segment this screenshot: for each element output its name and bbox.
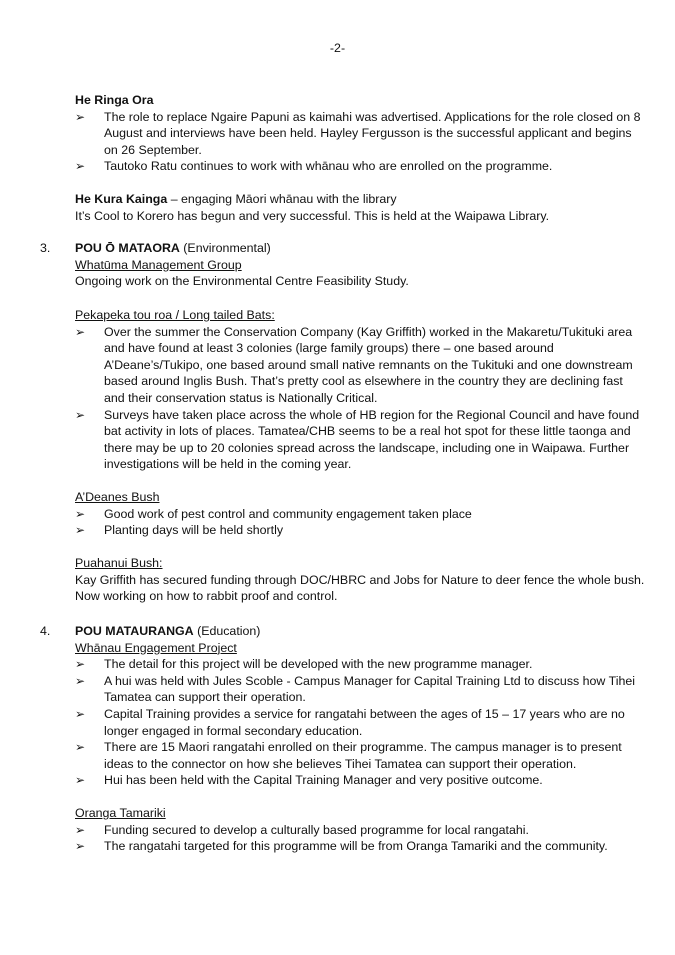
page-number: -2- <box>329 41 346 55</box>
he-kura-kainga-heading-line: He Kura Kainga – engaging Māori whānau with the library <box>75 192 397 206</box>
puahanui-text: Kay Griffith has secured funding through DOC/HBRC and Jobs for Nature to deer fence the whole bush. Now working on how to rabbit proof and control. <box>75 572 645 604</box>
oranga-heading: Oranga Tamariki <box>75 806 166 820</box>
adeanes-list <box>75 506 645 539</box>
puahanui-heading: Puahanui Bush: <box>75 556 163 570</box>
section-4-title-line: POU MATAURANGA (Education) <box>75 624 261 638</box>
bats-heading: Pekapeka tou roa / Long tailed Bats: <box>75 308 275 322</box>
section-3 <box>75 240 645 290</box>
arrow-bullet-icon: ➢ <box>75 159 86 174</box>
list-item: ➢ There are 15 Maori rangatahi enrolled on their programme. The campus manager is to present ideas to the connector on how she believes Tihei Tamatea can support their operation. <box>75 740 622 771</box>
section-3-title-line: POU Ō MATAORA (Environmental) <box>75 241 271 255</box>
arrow-bullet-icon: ➢ <box>75 109 86 124</box>
arrow-bullet-icon: ➢ <box>75 839 86 854</box>
list-item: ➢ Planting days will be held shortly <box>75 523 284 538</box>
he-ringa-ora-list <box>75 109 645 175</box>
list-item: ➢ The rangatahi targeted for this programme will be from Oranga Tamariki and the community. <box>75 839 608 854</box>
list-item: ➢ A hui was held with Jules Scoble - Campus Manager for Capital Training Ltd to discuss how Tihei Tamatea can support their operation. <box>75 673 635 705</box>
bats-section <box>75 307 645 473</box>
list-item: ➢ Funding secured to develop a culturally based programme for local rangatahi. <box>75 822 529 837</box>
arrow-bullet-icon: ➢ <box>75 773 86 788</box>
puahanui-section <box>75 555 645 605</box>
arrow-bullet-icon: ➢ <box>75 673 86 688</box>
list-item: ➢ The role to replace Ngaire Papuni as kaimahi was advertised. Applications for the role closed on 8 August and interviews have been held. Hayley Fergusson is the successful applicant and begins on 26 September. <box>75 109 641 157</box>
arrow-bullet-icon: ➢ <box>75 740 86 755</box>
list-item: ➢ The detail for this project will be developed with the new programme manager. <box>75 657 533 672</box>
arrow-bullet-icon: ➢ <box>75 706 86 721</box>
section-4-number: 4. <box>40 624 51 638</box>
oranga-list <box>75 822 645 855</box>
he-kura-kainga-text: It’s Cool to Korero has begun and very successful. This is held at the Waipawa Library. <box>75 208 550 223</box>
adeanes-section <box>75 489 645 539</box>
section-3-number: 3. <box>40 241 51 255</box>
list-item: ➢ Surveys have taken place across the whole of HB region for the Regional Council and have found bat activity in lots of places. Tamatea/CHB seems to be a real hot spot for these little taonga and there may be up to 20 colonies spread across the landscape, including one in Waipawa. Further investigations will be held in the coming year. <box>75 407 640 472</box>
he-ringa-ora-section <box>75 92 645 175</box>
list-item: ➢ Hui has been held with the Capital Training Manager and very positive outcome. <box>75 773 543 788</box>
section-4 <box>75 623 645 789</box>
list-item: ➢ Good work of pest control and community engagement taken place <box>75 506 472 521</box>
bats-list <box>75 324 645 473</box>
whatuma-heading: Whatūma Management Group <box>75 257 242 272</box>
arrow-bullet-icon: ➢ <box>75 657 86 672</box>
whanau-list <box>75 656 645 789</box>
adeanes-heading: A’Deanes Bush <box>75 490 160 504</box>
he-kura-kainga-section <box>75 191 645 224</box>
he-ringa-ora-heading: He Ringa Ora <box>75 93 154 107</box>
arrow-bullet-icon: ➢ <box>75 324 86 339</box>
arrow-bullet-icon: ➢ <box>75 407 86 422</box>
arrow-bullet-icon: ➢ <box>75 822 86 837</box>
list-item: ➢ Tautoko Ratu continues to work with whānau who are enrolled on the programme. <box>75 159 553 174</box>
oranga-section <box>75 805 645 855</box>
whanau-heading: Whānau Engagement Project <box>75 640 237 655</box>
whatuma-text: Ongoing work on the Environmental Centre Feasibility Study. <box>75 274 409 289</box>
list-item: ➢ Capital Training provides a service for rangatahi between the ages of 15 – 17 years who are no longer engaged in formal secondary education. <box>75 706 625 738</box>
arrow-bullet-icon: ➢ <box>75 523 86 538</box>
arrow-bullet-icon: ➢ <box>75 506 86 521</box>
list-item: ➢ Over the summer the Conservation Company (Kay Griffith) worked in the Makaretu/Tukituki area and have found at least 3 colonies (large family groups) there – one based around A’Deane’s/Tukipo, one based around small native remnants on the Tukituki and one downstream based around Inglis Bush. That’s pretty cool as elsewhere in the country they are declining fast and their conservation status is Nationally Critical. <box>75 324 633 405</box>
